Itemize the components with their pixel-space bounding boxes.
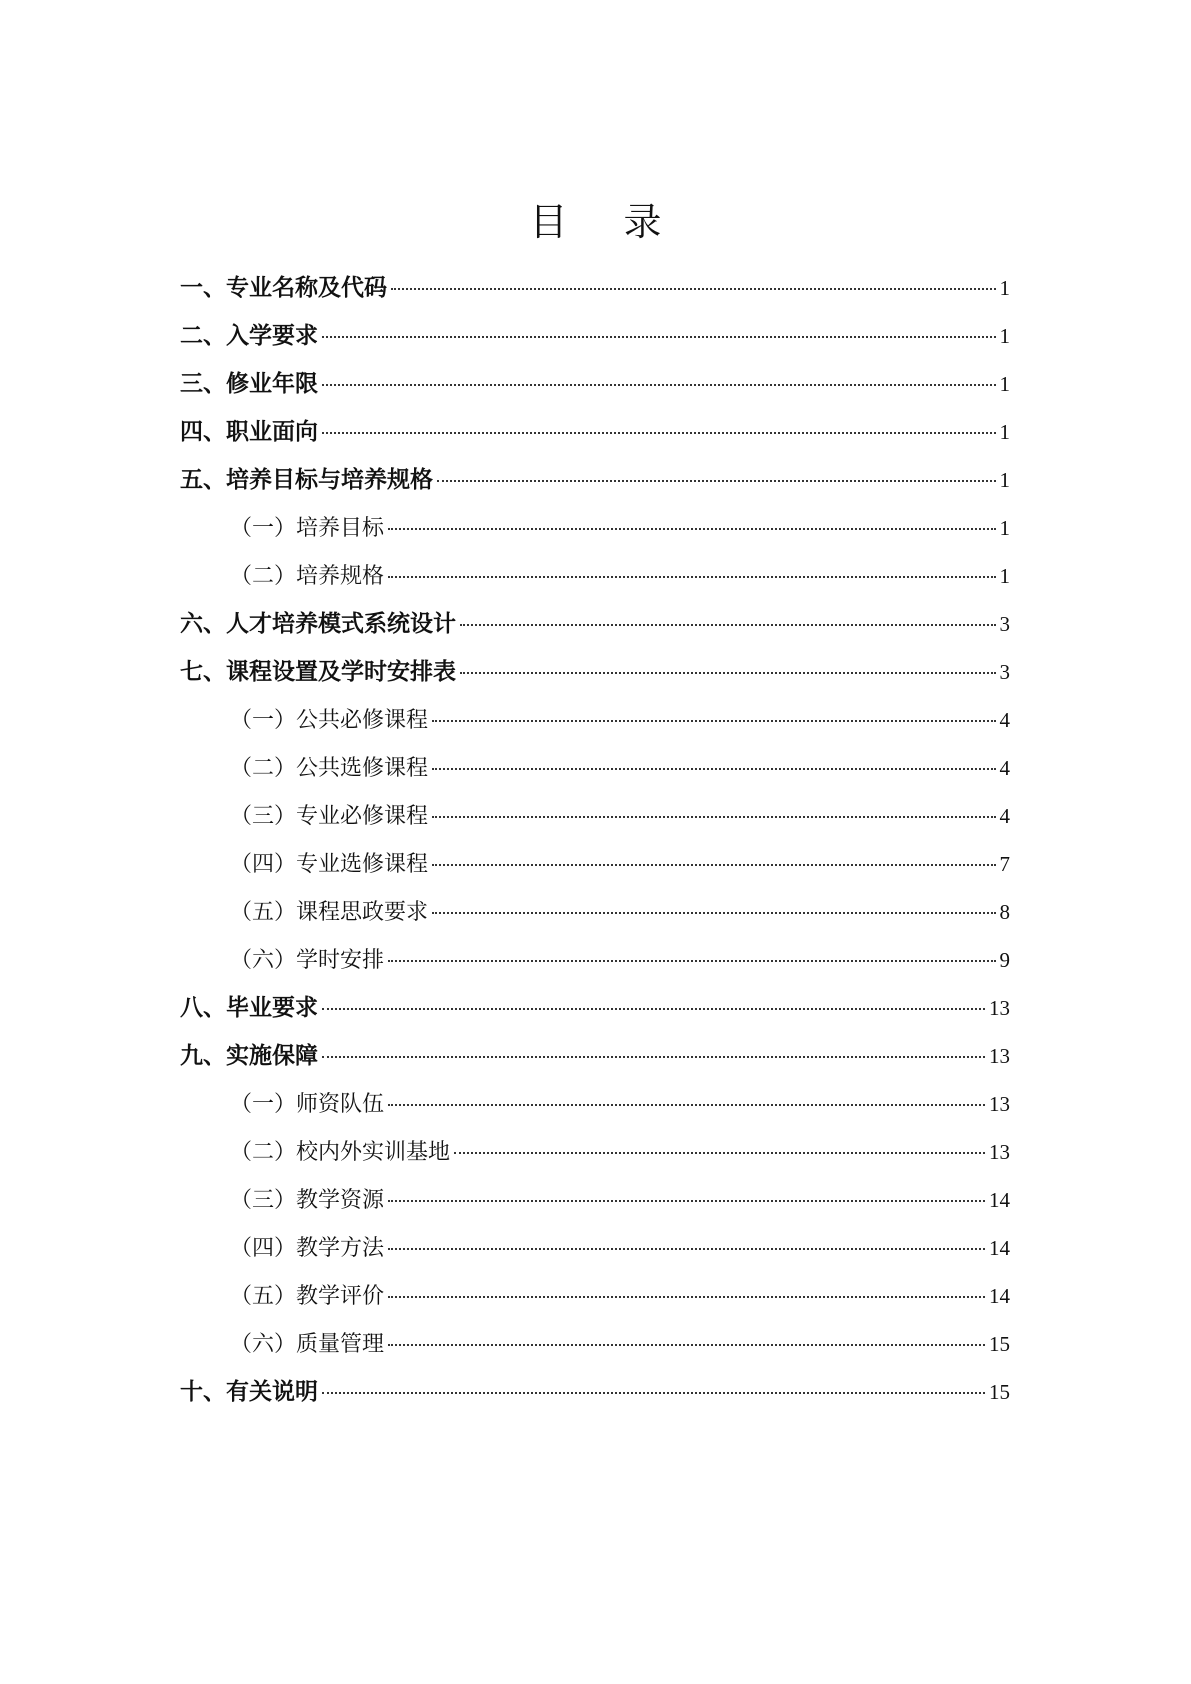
toc-entry-label: （二）培养规格 bbox=[230, 564, 385, 589]
toc-subentry[interactable] bbox=[180, 1276, 1010, 1324]
table-of-contents bbox=[180, 268, 1010, 1420]
toc-entry-label: （六）质量管理 bbox=[230, 1332, 385, 1357]
dot-leader bbox=[432, 912, 995, 914]
toc-entry-label: （二）校内外实训基地 bbox=[230, 1140, 451, 1165]
toc-entry[interactable] bbox=[180, 1036, 1010, 1084]
toc-entry[interactable] bbox=[180, 460, 1010, 508]
dot-leader bbox=[391, 288, 996, 290]
toc-entry[interactable] bbox=[180, 364, 1010, 412]
toc-page-number: 3 bbox=[999, 612, 1010, 636]
dot-leader bbox=[460, 624, 996, 626]
dot-leader bbox=[322, 1008, 985, 1010]
toc-subentry[interactable] bbox=[180, 700, 1010, 748]
toc-page-number: 4 bbox=[999, 756, 1010, 780]
toc-subentry[interactable] bbox=[180, 940, 1010, 988]
dot-leader bbox=[322, 336, 996, 338]
toc-page-number: 4 bbox=[999, 708, 1010, 732]
toc-subentry[interactable] bbox=[180, 1132, 1010, 1180]
toc-entry-label: 四、职业面向 bbox=[180, 419, 318, 445]
toc-entry-label: （三）教学资源 bbox=[230, 1188, 385, 1213]
dot-leader bbox=[388, 576, 995, 578]
toc-subentry[interactable] bbox=[180, 1180, 1010, 1228]
toc-page-number: 7 bbox=[999, 852, 1010, 876]
dot-leader bbox=[432, 864, 995, 866]
toc-subentry[interactable] bbox=[180, 748, 1010, 796]
toc-entry-label: 三、修业年限 bbox=[180, 371, 318, 397]
toc-entry[interactable] bbox=[180, 268, 1010, 316]
toc-subentry[interactable] bbox=[180, 556, 1010, 604]
toc-page-number: 1 bbox=[999, 468, 1010, 492]
toc-page-number: 1 bbox=[999, 372, 1010, 396]
toc-entry-label: （六）学时安排 bbox=[230, 948, 385, 973]
toc-page-number: 1 bbox=[999, 276, 1010, 300]
dot-leader bbox=[460, 672, 996, 674]
dot-leader bbox=[388, 1104, 985, 1106]
toc-entry-label: 九、实施保障 bbox=[180, 1043, 318, 1069]
toc-page-number: 15 bbox=[989, 1380, 1010, 1404]
toc-entry-label: 八、毕业要求 bbox=[180, 995, 318, 1021]
toc-page-number: 13 bbox=[989, 1140, 1010, 1164]
toc-entry-label: （四）教学方法 bbox=[230, 1236, 385, 1261]
dot-leader bbox=[388, 1200, 985, 1202]
toc-page-number: 1 bbox=[999, 516, 1010, 540]
toc-entry-label: 七、课程设置及学时安排表 bbox=[180, 659, 456, 685]
toc-subentry[interactable] bbox=[180, 1084, 1010, 1132]
toc-subentry[interactable] bbox=[180, 796, 1010, 844]
toc-page-number: 13 bbox=[989, 1044, 1010, 1068]
dot-leader bbox=[322, 1056, 985, 1058]
toc-entry[interactable] bbox=[180, 652, 1010, 700]
toc-page-number: 9 bbox=[999, 948, 1010, 972]
toc-entry-label: 十、有关说明 bbox=[180, 1379, 318, 1405]
dot-leader bbox=[432, 816, 995, 818]
dot-leader bbox=[388, 1248, 985, 1250]
toc-page-number: 8 bbox=[999, 900, 1010, 924]
toc-entry-label: （五）教学评价 bbox=[230, 1284, 385, 1309]
toc-entry-label: 六、人才培养模式系统设计 bbox=[180, 611, 456, 637]
toc-entry-label: 一、专业名称及代码 bbox=[180, 275, 387, 301]
toc-page-number: 13 bbox=[989, 996, 1010, 1020]
dot-leader bbox=[322, 432, 996, 434]
toc-entry-label: （二）公共选修课程 bbox=[230, 756, 429, 781]
toc-entry-label: （一）公共必修课程 bbox=[230, 708, 429, 733]
toc-title: 目 录 bbox=[529, 200, 684, 244]
dot-leader bbox=[322, 384, 996, 386]
dot-leader bbox=[388, 1344, 985, 1346]
toc-subentry[interactable] bbox=[180, 892, 1010, 940]
toc-page-number: 14 bbox=[989, 1236, 1010, 1260]
toc-entry[interactable] bbox=[180, 604, 1010, 652]
toc-page-number: 3 bbox=[999, 660, 1010, 684]
dot-leader bbox=[432, 720, 995, 722]
toc-subentry[interactable] bbox=[180, 508, 1010, 556]
toc-subentry[interactable] bbox=[180, 1324, 1010, 1372]
toc-page-number: 1 bbox=[999, 564, 1010, 588]
toc-page-number: 1 bbox=[999, 420, 1010, 444]
dot-leader bbox=[388, 528, 995, 530]
toc-entry[interactable] bbox=[180, 988, 1010, 1036]
toc-page-number: 14 bbox=[989, 1284, 1010, 1308]
dot-leader bbox=[432, 768, 995, 770]
toc-subentry[interactable] bbox=[180, 1228, 1010, 1276]
dot-leader bbox=[454, 1152, 985, 1154]
dot-leader bbox=[388, 960, 995, 962]
toc-entry-label: （五）课程思政要求 bbox=[230, 900, 429, 925]
toc-entry-label: （一）师资队伍 bbox=[230, 1092, 385, 1117]
dot-leader bbox=[437, 480, 996, 482]
toc-entry-label: 二、入学要求 bbox=[180, 323, 318, 349]
toc-entry[interactable] bbox=[180, 1372, 1010, 1420]
dot-leader bbox=[388, 1296, 985, 1298]
toc-page-number: 14 bbox=[989, 1188, 1010, 1212]
toc-page-number: 15 bbox=[989, 1332, 1010, 1356]
toc-entry-label: （一）培养目标 bbox=[230, 516, 385, 541]
toc-entry-label: 五、培养目标与培养规格 bbox=[180, 467, 433, 493]
toc-page-number: 1 bbox=[999, 324, 1010, 348]
toc-entry-label: （四）专业选修课程 bbox=[230, 852, 429, 877]
toc-page-number: 13 bbox=[989, 1092, 1010, 1116]
toc-page-number: 4 bbox=[999, 804, 1010, 828]
toc-entry[interactable] bbox=[180, 316, 1010, 364]
toc-entry[interactable] bbox=[180, 412, 1010, 460]
dot-leader bbox=[322, 1392, 985, 1394]
toc-subentry[interactable] bbox=[180, 844, 1010, 892]
toc-entry-label: （三）专业必修课程 bbox=[230, 804, 429, 829]
